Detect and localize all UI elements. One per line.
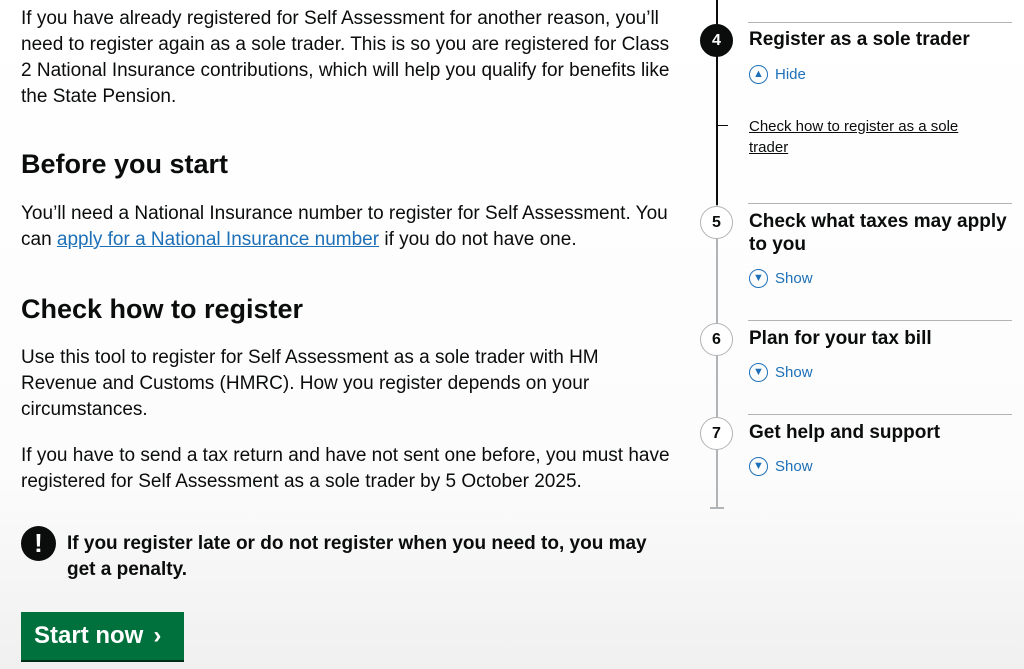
step-4-divider <box>748 22 1012 23</box>
sublink-dash <box>716 125 728 126</box>
chevron-down-icon: ▼ <box>749 363 768 382</box>
step-7-show-toggle[interactable] <box>749 457 813 476</box>
step-6-toggle-label: Show <box>775 364 813 381</box>
step-4-title[interactable]: Register as a sole trader <box>749 29 970 50</box>
steps-connector-line <box>716 205 718 508</box>
tool-description-paragraph: Use this tool to register for Self Assessment as a sole trader with HM Revenue and Customs (HMRC). How you register depends on your circumstances. <box>21 347 599 420</box>
step-6-show-toggle[interactable] <box>749 363 813 382</box>
before-you-start-heading: Before you start <box>21 149 229 179</box>
start-now-button[interactable] <box>21 612 184 660</box>
check-how-to-register-heading: Check how to register <box>21 294 304 324</box>
check-how-to-register-link[interactable]: Check how to register as a sole trader <box>749 118 959 156</box>
intro-paragraph: If you have already registered for Self Assessment for another reason, you’ll need to register again as a sole trader. This is so you are registered for Class 2 National Insurance contributions, which will help you qualify for benefits like the State Pension. <box>21 8 670 107</box>
step-7-toggle-label: Show <box>775 458 813 475</box>
step-4-number: 4 <box>700 24 733 57</box>
chevron-down-icon: ▼ <box>749 269 768 288</box>
step-5-title[interactable]: Check what taxes may apply to you <box>749 211 1007 255</box>
warning-callout <box>21 526 681 583</box>
chevron-down-icon: ▼ <box>749 457 768 476</box>
step-6-divider <box>748 320 1012 321</box>
step-7-number: 7 <box>700 417 733 450</box>
step-6-title[interactable]: Plan for your tax bill <box>749 328 932 349</box>
step-7-divider <box>748 414 1012 415</box>
step-7-title[interactable]: Get help and support <box>749 422 941 443</box>
step-by-step-navigation <box>700 0 1024 669</box>
step-6-number: 6 <box>700 323 733 356</box>
step-4-toggle-label: Hide <box>775 66 806 83</box>
step-nav-end-cap <box>710 507 724 509</box>
step-5-toggle-label: Show <box>775 270 813 287</box>
step-5-number: 5 <box>700 206 733 239</box>
chevron-up-icon: ▲ <box>749 65 768 84</box>
before-text-start: You’ll need a National Insurance number to register for Self Assessment. You can <box>21 203 668 250</box>
before-text-end: if you do not have one. <box>379 229 577 250</box>
warning-text: If you register late or do not register when you need to, you may get a penalty. <box>67 533 647 580</box>
deadline-paragraph: If you have to send a tax return and have not sent one before, you must have registered for Self Assessment as a sole trader by 5 October 2025. <box>21 445 670 492</box>
chevron-right-icon: › <box>153 622 162 649</box>
step-5-divider <box>748 203 1012 204</box>
start-now-label: Start now <box>34 622 144 649</box>
before-you-start-paragraph <box>21 201 681 253</box>
step-5-show-toggle[interactable] <box>749 269 813 288</box>
step-4-hide-toggle[interactable] <box>749 65 806 84</box>
apply-ni-number-link[interactable]: apply for a National Insurance number <box>56 229 380 250</box>
warning-icon: ! <box>21 526 56 561</box>
